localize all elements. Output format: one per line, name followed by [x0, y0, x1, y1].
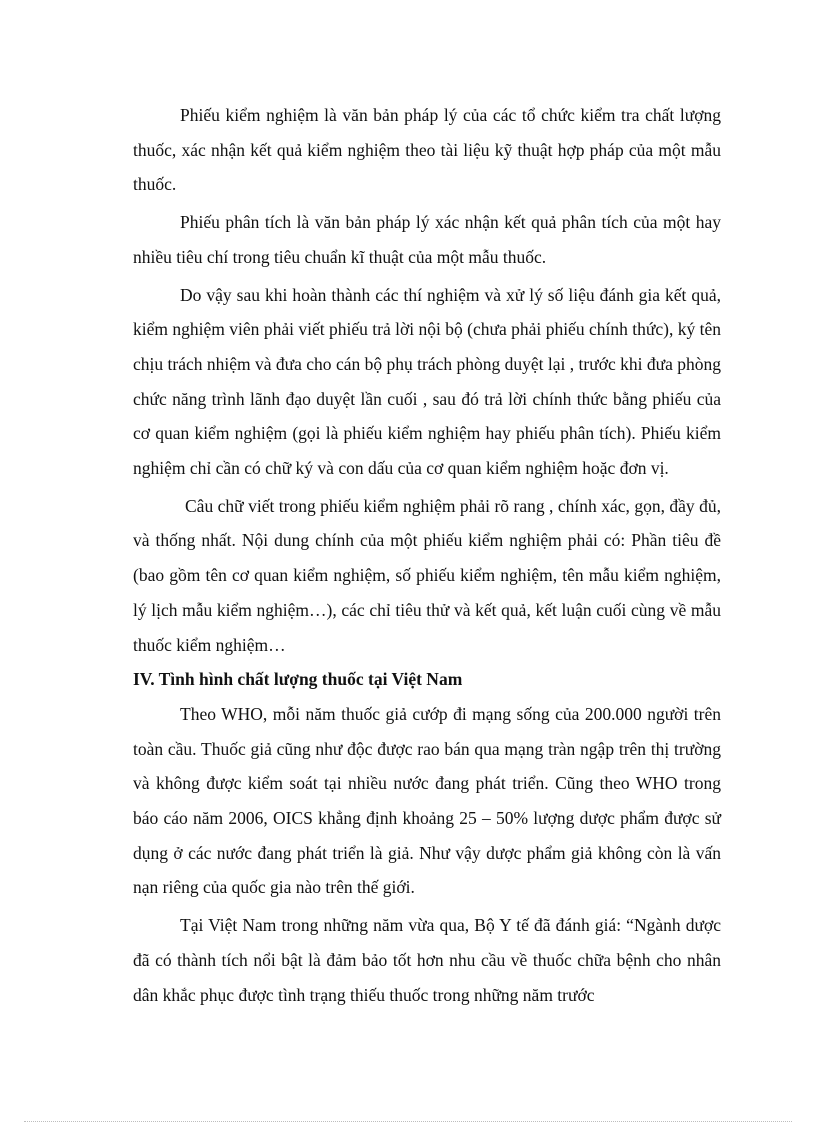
paragraph-phieu-kiem-nghiem: Phiếu kiểm nghiệm là văn bản pháp lý của các tổ chức kiểm tra chất lượng thuốc, xác nhận kết quả kiểm nghiệm theo tài liệu kỹ thuật hợp pháp của một mẫu thuốc.	[133, 105, 721, 195]
document-page	[133, 98, 721, 1012]
paragraph-quy-trinh: Do vậy sau khi hoàn thành các thí nghiệm và xử lý số liệu đánh gia kết quả, kiểm nghiệm viên phải viết phiếu trả lời nội bộ (chưa phải phiếu chính thức), ký tên chịu trách nhiệm và đưa cho cán bộ phụ trách phòng duyệt lại , trước khi đưa phòng chức năng trình lãnh đạo duyệt lần cuối , sau đó trả lời chính thức bằng phiếu của cơ quan kiểm nghiệm (gọi là phiếu kiểm nghiệm hay phiếu phân tích). Phiếu kiểm nghiệm chỉ cần có chữ ký và con dấu của cơ quan kiểm nghiệm hoặc đơn vị.	[133, 284, 721, 479]
paragraph-noi-dung-phieu: Câu chữ viết trong phiếu kiểm nghiệm phải rõ rang , chính xác, gọn, đầy đủ, và thống nhất. Nội dung chính của một phiếu kiểm nghiệm phải có: Phần tiêu đề (bao gồm tên cơ quan kiểm nghiệm, số phiếu kiểm nghiệm, tên mẫu kiểm nghiệm, lý lịch mẫu kiểm nghiệm…), các chỉ tiêu thử và kết quả, kết luận cuối cùng về mẫu thuốc kiểm nghiệm…	[133, 495, 721, 655]
page-bottom-divider	[24, 1121, 792, 1122]
paragraph-phieu-phan-tich: Phiếu phân tích là văn bản pháp lý xác nhận kết quả phân tích của một hay nhiều tiêu chí trong tiêu chuẩn kĩ thuật của một mẫu thuốc.	[133, 212, 721, 267]
section-heading: IV. Tình hình chất lượng thuốc tại Việt Nam	[133, 669, 463, 690]
paragraph-who: Theo WHO, mỗi năm thuốc giả cướp đi mạng sống của 200.000 người trên toàn cầu. Thuốc giả cũng như độc được rao bán qua mạng tràn ngập trên thị trường và không được kiểm soát tại nhiều nước đang phát triển. Cũng theo WHO trong báo cáo năm 2006, OICS khẳng định khoảng 25 – 50% lượng dược phẩm được sử dụng ở các nước đang phát triển là giả. Như vậy dược phẩm giả không còn là vấn nạn riêng của quốc gia nào trên thế giới.	[133, 703, 721, 898]
paragraph-viet-nam: Tại Việt Nam trong những năm vừa qua, Bộ Y tế đã đánh giá: “Ngành dược đã có thành tích nổi bật là đảm bảo tốt hơn nhu cầu về thuốc chữa bệnh cho nhân dân khắc phục được tình trạng thiếu thuốc trong những năm trước	[133, 915, 721, 1005]
